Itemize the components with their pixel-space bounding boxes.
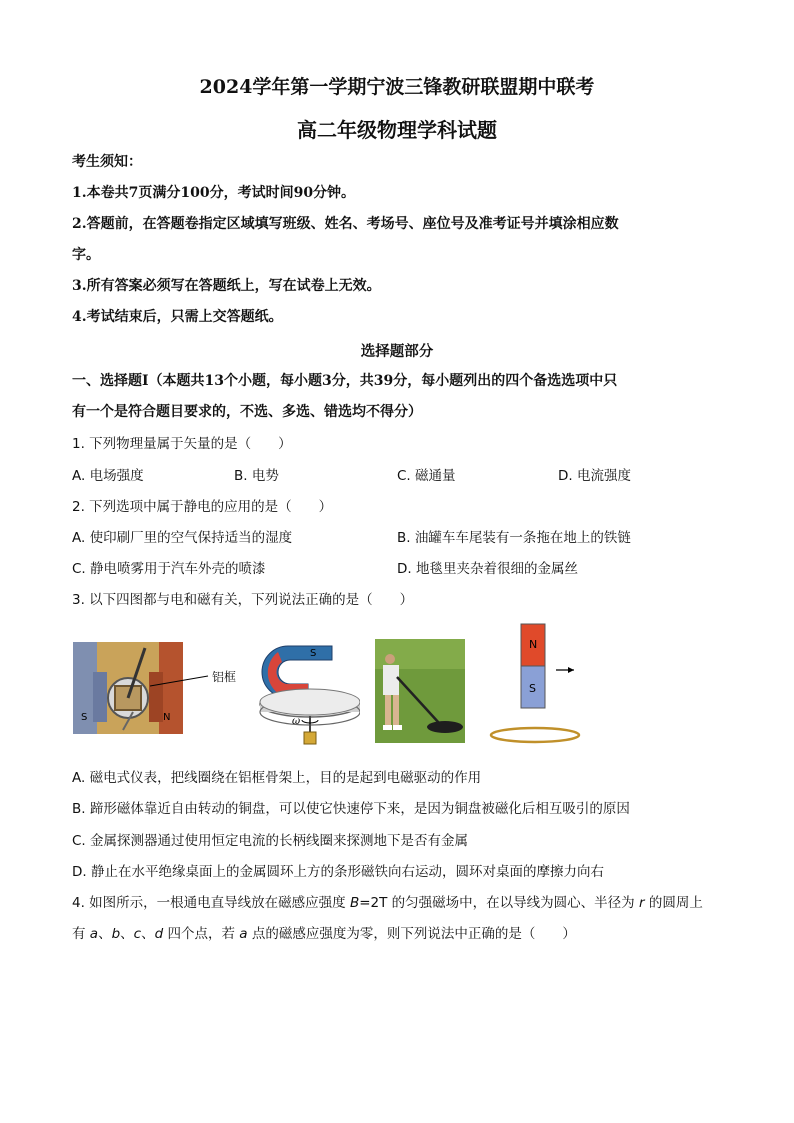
- figure-bar-magnet-ring: [488, 620, 584, 748]
- section-intro-2: 有一个是符合题目要求的，不选、多选、错选均不得分）: [72, 404, 422, 420]
- fig1-s-label: S: [81, 712, 88, 723]
- notice-item-2: 2.答题前，在答题卷指定区域填写班级、姓名、考场号、座位号及准考证号并填涂相应数: [72, 216, 619, 232]
- figure-frame-leader: [150, 668, 210, 688]
- q2-option-d: D. 地毯里夹杂着很细的金属丝: [397, 561, 578, 577]
- q2-option-c: C. 静电喷雾用于汽车外壳的喷漆: [72, 561, 266, 577]
- notice-item-1: 1.本卷共7页满分100分，考试时间90分钟。: [72, 185, 356, 201]
- fig1-n-label: N: [163, 712, 171, 723]
- q4-stem-line-2: 有 a、b、c、d 四个点，若 a 点的磁感应强度为零，则下列说法中正确的是（ ）: [72, 926, 576, 942]
- section-intro-1: 一、选择题Ⅰ（本题共13个小题，每小题3分，共39分，每小题列出的四个备选选项中只: [72, 373, 618, 389]
- figure-moving-coil-meter: [73, 642, 183, 734]
- figure-metal-detector: [375, 639, 465, 743]
- q3-option-c: C. 金属探测器通过使用恒定电流的长柄线圈来探测地下是否有金属: [72, 833, 469, 849]
- q1-option-a: A. 电场强度: [72, 468, 144, 484]
- q2-stem: 2. 下列选项中属于静电的应用的是（ ）: [72, 499, 333, 515]
- section-title: 选择题部分: [360, 343, 434, 360]
- q1-option-b: B. 电势: [234, 468, 279, 484]
- figure-horseshoe-disk: [248, 632, 360, 747]
- notice-heading: 考生须知：: [72, 154, 142, 170]
- q2-option-a: A. 使印刷厂里的空气保持适当的湿度: [72, 530, 293, 546]
- q3-option-a: A. 磁电式仪表，把线圈绕在铝框骨架上，目的是起到电磁驱动的作用: [72, 770, 482, 786]
- notice-item-3: 3.所有答案必须写在答题纸上，写在试卷上无效。: [72, 278, 381, 294]
- q3-option-b: B. 蹄形磁体靠近自由转动的铜盘，可以使它快速停下来，是因为铜盘被磁化后相互吸引的原因: [72, 801, 630, 817]
- q1-option-c: C. 磁通量: [397, 468, 456, 484]
- notice-item-2-cont: 字。: [72, 247, 100, 263]
- fig2-omega-label: ω: [292, 716, 301, 727]
- notice-item-4: 4.考试结束后，只需上交答题纸。: [72, 309, 283, 325]
- q3-stem: 3. 以下四图都与电和磁有关，下列说法正确的是（ ）: [72, 592, 414, 608]
- fig4-s-label: S: [529, 682, 536, 695]
- fig4-n-label: N: [529, 638, 538, 651]
- q3-option-d: D. 静止在水平绝缘桌面上的金属圆环上方的条形磁铁向右运动，圆环对桌面的摩擦力向右: [72, 864, 604, 880]
- fig1-frame-label: 铝框: [212, 670, 237, 684]
- q1-stem: 1. 下列物理量属于矢量的是（ ）: [72, 436, 292, 452]
- q4-stem-line-1: 4. 如图所示，一根通电直导线放在磁感应强度 B=2T 的匀强磁场中，在以导线为圆心、半径为 r 的圆周上: [72, 895, 703, 911]
- fig2-s-label: S: [310, 648, 317, 659]
- exam-title: 2024学年第一学期宁波三锋教研联盟期中联考: [199, 76, 595, 98]
- q2-option-b: B. 油罐车车尾装有一条拖在地上的铁链: [397, 530, 631, 546]
- q1-option-d: D. 电流强度: [558, 468, 631, 484]
- exam-subtitle: 高二年级物理学科试题: [297, 118, 497, 142]
